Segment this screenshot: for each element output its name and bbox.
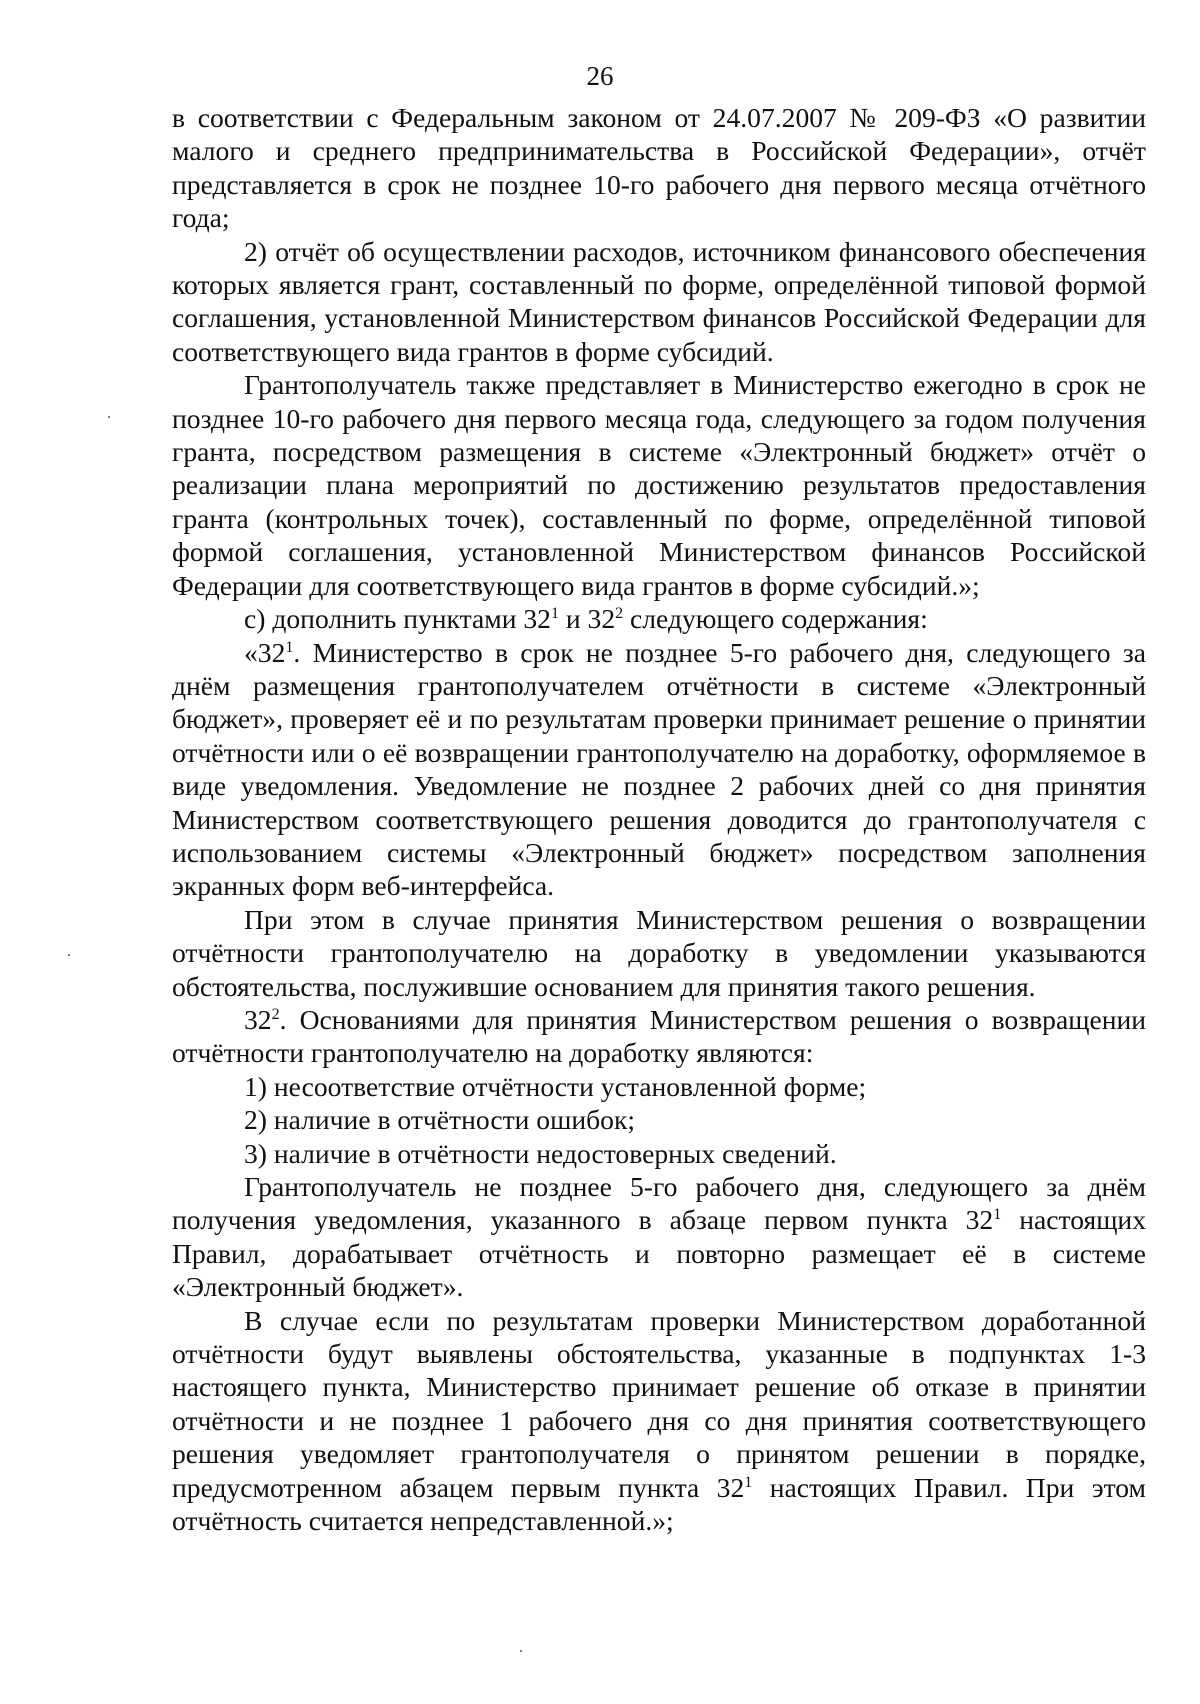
paragraph-p10	[172, 1137, 1146, 1170]
paragraph-p7	[172, 1003, 1146, 1070]
paragraph-text: 2) отчёт об осуществлении расходов, источником финансового обеспечения которых является грант, составленный по форме, определённой типовой формой соглашения, установленной Министерством финансов Российской Федерации для соответствующего вида грантов в форме субсидий.	[172, 235, 1146, 367]
paragraph-p12	[172, 1304, 1146, 1538]
superscript-index: 1	[285, 638, 294, 656]
paragraph-text: 32	[244, 1003, 272, 1035]
paragraph-text: . Министерство в срок не позднее 5-го рабочего дня, следующего за днём размещения грантополучателем отчётности в системе «Электронный бюджет», проверяет её и по результатам проверки принимает решение о принятии отчётности или о её возвращении грантополучателю на доработку, оформляемое в виде уведомления. Уведомление не позднее 2 рабочих дней со дня принятия Министерством соответствующего решения доводится до грантополучателя с использованием системы «Электронный бюджет» посредством заполнения экранных форм веб-интерфейса.	[172, 636, 1146, 902]
superscript-index: 2	[271, 1006, 280, 1024]
paragraph-text: с) дополнить пунктами 32	[244, 603, 551, 635]
scan-speck	[520, 1650, 522, 1652]
paragraph-p3	[172, 368, 1146, 602]
paragraph-text: в соответствии с Федеральным законом от 24.07.2007 № 209-ФЗ «О развитии малого и среднего предпринимательства в Российской Федерации», отчёт представляется в срок не позднее 10-го рабочего дня первого месяца отчётного года;	[172, 102, 1146, 234]
scan-speck	[68, 954, 70, 956]
paragraph-text: настоящих Правил. При этом отчётность считается непредставленной.»;	[172, 1471, 1146, 1537]
paragraph-text: «32	[244, 636, 286, 668]
paragraph-text: Грантополучатель не позднее 5-го рабочего дня, следующего за днём получения уведомления, указанного в абзаце первом пункта 32	[172, 1171, 1146, 1236]
scan-speck	[108, 416, 110, 418]
paragraph-p4	[172, 602, 1146, 635]
paragraph-p1	[172, 101, 1146, 235]
paragraph-p2	[172, 235, 1146, 369]
paragraph-text: Грантополучатель также представляет в Министерство ежегодно в срок не позднее 10-го рабочего дня первого месяца года, следующего за годом получения гранта, посредством размещения в системе «Электронный бюджет» отчёт о реализации плана мероприятий по достижению результатов предоставления гранта (контрольных точек), составленный по форме, определённой типовой формой соглашения, установленной Министерством финансов Российской Федерации для соответствующего вида грантов в форме субсидий.»;	[172, 369, 1146, 601]
paragraph-text: следующего содержания:	[623, 603, 928, 635]
document-body	[172, 101, 1146, 1537]
paragraph-text: . Основаниями для принятия Министерством решения о возвращении отчётности грантополучателю на доработку являются:	[172, 1003, 1146, 1069]
superscript-index: 1	[993, 1206, 1002, 1224]
superscript-index: 1	[744, 1473, 753, 1491]
paragraph-p6	[172, 903, 1146, 1003]
paragraph-p11	[172, 1170, 1146, 1304]
paragraph-text: и 32	[558, 603, 616, 635]
paragraph-text: настоящих Правил, дорабатывает отчётность и повторно размещает её в системе «Электронный бюджет».	[172, 1204, 1146, 1303]
paragraph-p5	[172, 636, 1146, 903]
paragraph-p8	[172, 1070, 1146, 1103]
paragraph-p9	[172, 1103, 1146, 1136]
paragraph-text: 3) наличие в отчётности недостоверных сведений.	[244, 1137, 837, 1169]
paragraph-text: 2) наличие в отчётности ошибок;	[244, 1104, 636, 1136]
paragraph-text: 1) несоответствие отчётности установленной форме;	[244, 1070, 867, 1102]
page-number: 26	[586, 61, 614, 91]
superscript-index: 2	[615, 605, 624, 623]
paragraph-text: При этом в случае принятия Министерством решения о возвращении отчётности грантополучателю на доработку в уведомлении указываются обстоятельства, послужившие основанием для принятия такого решения.	[172, 903, 1146, 1002]
paragraph-text: В случае если по результатам проверки Министерством доработанной отчётности будут выявлены обстоятельства, указанные в подпунктах 1-3 настоящего пункта, Министерство принимает решение об отказе в принятии отчётности и не позднее 1 рабочего дня со дня принятия соответствующего решения уведомляет грантополучателя о принятом решении в порядке, предусмотренном абзацем первым пункта 32	[172, 1304, 1146, 1503]
superscript-index: 1	[550, 605, 559, 623]
